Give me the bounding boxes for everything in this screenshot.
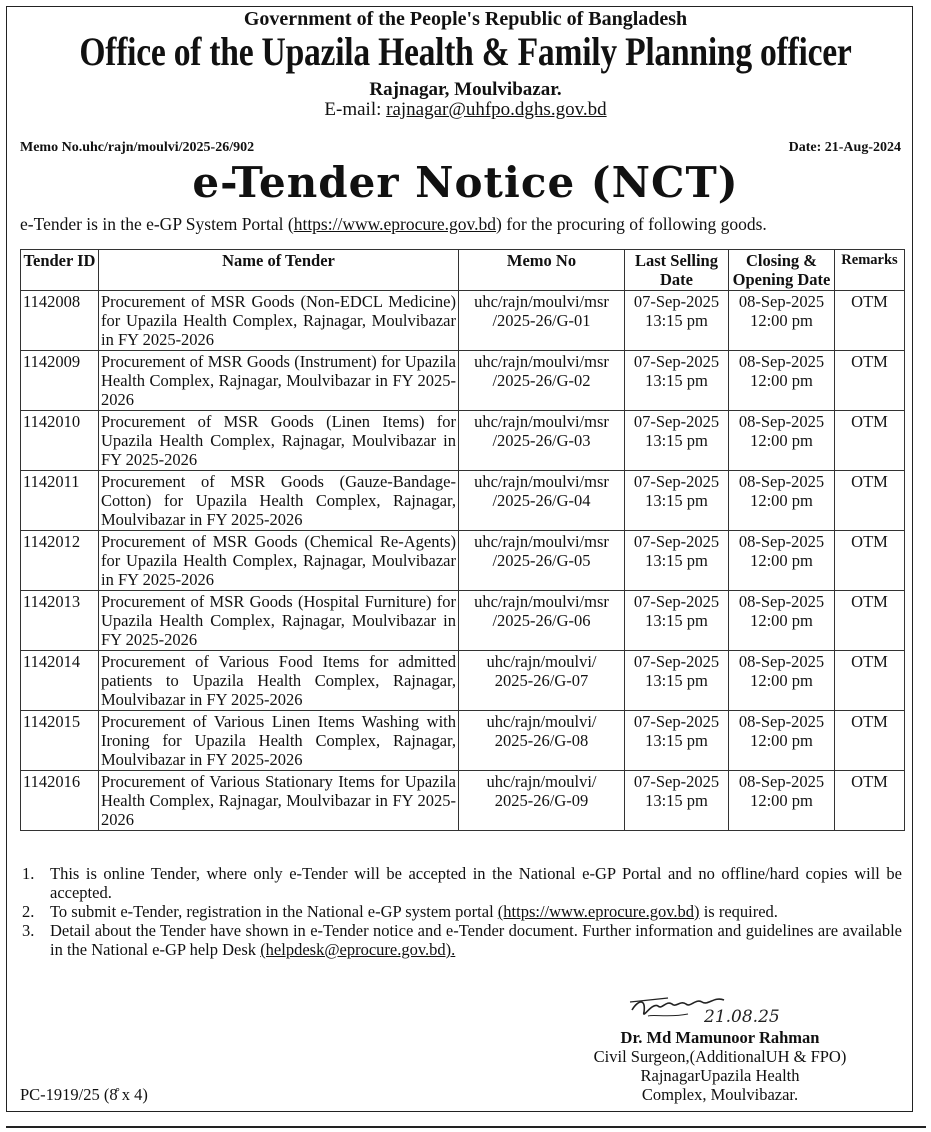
tender-id-cell: 1142014 bbox=[21, 651, 99, 711]
tender-name-cell: Procurement of MSR Goods (Linen Items) for Upazila Health Complex, Rajnagar, Moulvibazar in FY 2025-2026 bbox=[99, 411, 459, 471]
selling-date: 07-Sep-2025 bbox=[633, 292, 720, 311]
selling-date: 07-Sep-2025 bbox=[633, 592, 720, 611]
header-closing-date: Closing & Opening Date bbox=[729, 250, 835, 291]
selling-date-cell bbox=[625, 591, 729, 651]
signature-handwriting bbox=[628, 992, 798, 1032]
selling-date-cell bbox=[625, 291, 729, 351]
remarks-cell: OTM bbox=[835, 351, 905, 411]
selling-date-cell bbox=[625, 771, 729, 831]
closing-date-cell bbox=[729, 531, 835, 591]
tender-name-cell: Procurement of Various Linen Items Washing with Ironing for Upazila Health Complex, Rajnagar, Moulvibazar in FY 2025-2026 bbox=[99, 711, 459, 771]
memo-line-2: /2025-26/G-04 bbox=[492, 491, 591, 510]
office-heading: Office of the Upazila Health & Family Planning officer bbox=[79, 29, 852, 74]
tender-id-cell: 1142011 bbox=[21, 471, 99, 531]
selling-time: 13:15 pm bbox=[645, 431, 708, 450]
intro-text bbox=[20, 214, 767, 235]
note-text: To submit e-Tender, registration in the National e-GP system portal bbox=[50, 902, 498, 921]
closing-date-cell bbox=[729, 651, 835, 711]
remarks-cell: OTM bbox=[835, 411, 905, 471]
office-address: Rajnagar, Moulvibazar. bbox=[369, 79, 562, 100]
selling-time: 13:15 pm bbox=[645, 791, 708, 810]
selling-time: 13:15 pm bbox=[645, 311, 708, 330]
closing-date: 08-Sep-2025 bbox=[738, 292, 825, 311]
closing-time: 12:00 pm bbox=[750, 431, 813, 450]
memo-line-2: 2025-26/G-09 bbox=[494, 791, 589, 810]
closing-date-cell bbox=[729, 591, 835, 651]
closing-time: 12:00 pm bbox=[750, 491, 813, 510]
table-row bbox=[21, 771, 905, 831]
header-selling-date: Last Selling Date bbox=[625, 250, 729, 291]
table-row bbox=[21, 711, 905, 771]
remarks-cell: OTM bbox=[835, 771, 905, 831]
memo-cell bbox=[459, 771, 625, 831]
notes-list bbox=[20, 864, 902, 959]
closing-date: 08-Sep-2025 bbox=[738, 592, 825, 611]
memo-line-2: /2025-26/G-06 bbox=[492, 611, 591, 630]
tender-table bbox=[20, 249, 905, 831]
note-number: 1. bbox=[22, 864, 35, 883]
table-row bbox=[21, 531, 905, 591]
memo-line-1: uhc/rajn/moulvi/ bbox=[486, 712, 597, 731]
closing-date-cell bbox=[729, 291, 835, 351]
memo-line-1: uhc/rajn/moulvi/ bbox=[486, 772, 597, 791]
selling-time: 13:15 pm bbox=[645, 671, 708, 690]
intro-before: e-Tender is in the e-GP System Portal ( bbox=[20, 214, 294, 234]
memo-cell bbox=[459, 351, 625, 411]
memo-line-2: /2025-26/G-01 bbox=[492, 311, 591, 330]
header-tender-id: Tender ID bbox=[21, 250, 99, 291]
memo-line-1: uhc/rajn/moulvi/ bbox=[486, 652, 597, 671]
selling-time: 13:15 pm bbox=[645, 491, 708, 510]
selling-date-cell bbox=[625, 411, 729, 471]
memo-line-2: 2025-26/G-07 bbox=[494, 671, 589, 690]
signatory-office: RajnagarUpazila Health bbox=[640, 1066, 800, 1085]
closing-time: 12:00 pm bbox=[750, 371, 813, 390]
tender-id-cell: 1142016 bbox=[21, 771, 99, 831]
note-text: This is online Tender, where only e-Tender will be accepted in the National e-GP Portal and no offline/hard copies will be accepted. bbox=[50, 864, 902, 902]
selling-date: 07-Sep-2025 bbox=[633, 532, 720, 551]
note-item-3 bbox=[20, 921, 902, 959]
tender-id-cell: 1142010 bbox=[21, 411, 99, 471]
tender-name-cell: Procurement of MSR Goods (Non-EDCL Medicine) for Upazila Health Complex, Rajnagar, Moulvibazar in FY 2025-2026 bbox=[99, 291, 459, 351]
memo-number: Memo No.uhc/rajn/moulvi/2025-26/902 bbox=[20, 140, 255, 155]
table-row bbox=[21, 651, 905, 711]
selling-date: 07-Sep-2025 bbox=[633, 472, 720, 491]
selling-date-cell bbox=[625, 711, 729, 771]
publication-code: PC-1919/25 (8̊ x 4) bbox=[20, 1085, 148, 1104]
closing-date: 08-Sep-2025 bbox=[738, 772, 825, 791]
selling-date: 07-Sep-2025 bbox=[633, 712, 720, 731]
eprocure-link[interactable]: https://www.eprocure.gov.bd bbox=[293, 214, 497, 234]
closing-time: 12:00 pm bbox=[750, 551, 813, 570]
tender-name-cell: Procurement of Various Food Items for admitted patients to Upazila Health Complex, Rajnagar, Moulvibazar in FY 2025-2026 bbox=[99, 651, 459, 711]
selling-date: 07-Sep-2025 bbox=[633, 412, 720, 431]
selling-date-cell bbox=[625, 471, 729, 531]
signatory-name: Dr. Md Mamunoor Rahman bbox=[620, 1028, 820, 1047]
government-heading: Government of the People's Republic of Bangladesh bbox=[243, 8, 688, 30]
remarks-cell: OTM bbox=[835, 531, 905, 591]
selling-time: 13:15 pm bbox=[645, 551, 708, 570]
remarks-cell: OTM bbox=[835, 651, 905, 711]
header-remarks: Remarks bbox=[835, 250, 905, 291]
header-memo: Memo No bbox=[459, 250, 625, 291]
note-number: 3. bbox=[22, 921, 35, 940]
table-row bbox=[21, 291, 905, 351]
memo-cell bbox=[459, 531, 625, 591]
memo-cell bbox=[459, 471, 625, 531]
selling-time: 13:15 pm bbox=[645, 371, 708, 390]
tender-table-body bbox=[21, 291, 905, 831]
memo-line-2: /2025-26/G-05 bbox=[492, 551, 591, 570]
table-row bbox=[21, 351, 905, 411]
closing-date-cell bbox=[729, 771, 835, 831]
note-item-2 bbox=[20, 902, 902, 921]
signatory-title: Civil Surgeon,(AdditionalUH & FPO) bbox=[593, 1047, 847, 1066]
note-number: 2. bbox=[22, 902, 35, 921]
closing-time: 12:00 pm bbox=[750, 671, 813, 690]
memo-line-2: /2025-26/G-03 bbox=[492, 431, 591, 450]
memo-line-1: uhc/rajn/moulvi/msr bbox=[474, 412, 609, 431]
selling-time: 13:15 pm bbox=[645, 731, 708, 750]
selling-date: 07-Sep-2025 bbox=[633, 652, 720, 671]
closing-date: 08-Sep-2025 bbox=[738, 532, 825, 551]
memo-line-1: uhc/rajn/moulvi/msr bbox=[474, 352, 609, 371]
memo-cell bbox=[459, 291, 625, 351]
tender-id-cell: 1142008 bbox=[21, 291, 99, 351]
remarks-cell: OTM bbox=[835, 711, 905, 771]
memo-line-2: 2025-26/G-08 bbox=[494, 731, 589, 750]
tender-id-cell: 1142015 bbox=[21, 711, 99, 771]
closing-time: 12:00 pm bbox=[750, 311, 813, 330]
memo-cell bbox=[459, 711, 625, 771]
tender-name-cell: Procurement of MSR Goods (Chemical Re-Agents) for Upazila Health Complex, Rajnagar, Moulvibazar in FY 2025-2026 bbox=[99, 531, 459, 591]
table-header-row bbox=[21, 250, 905, 291]
selling-time: 13:15 pm bbox=[645, 611, 708, 630]
email-label: E-mail: bbox=[324, 99, 387, 120]
closing-date: 08-Sep-2025 bbox=[738, 712, 825, 731]
eprocure-link-note[interactable]: (https://www.eprocure.gov.bd) bbox=[497, 902, 700, 921]
notice-date: Date: 21-Aug-2024 bbox=[788, 140, 901, 155]
remarks-cell: OTM bbox=[835, 471, 905, 531]
email-link[interactable]: rajnagar@uhfpo.dghs.gov.bd bbox=[386, 99, 607, 120]
signatory-location: Complex, Moulvibazar. bbox=[641, 1085, 799, 1104]
memo-line-1: uhc/rajn/moulvi/msr bbox=[474, 592, 609, 611]
closing-time: 12:00 pm bbox=[750, 611, 813, 630]
tender-id-cell: 1142009 bbox=[21, 351, 99, 411]
intro-after: ) for the procuring of following goods. bbox=[496, 214, 767, 234]
note-text-after: is required. bbox=[699, 902, 778, 921]
tender-id-cell: 1142013 bbox=[21, 591, 99, 651]
note-text: Detail about the Tender have shown in e-Tender notice and e-Tender document. Further information and guidelines are available in the National e-GP help Desk bbox=[50, 921, 902, 959]
memo-line-1: uhc/rajn/moulvi/msr bbox=[474, 532, 609, 551]
memo-line-2: /2025-26/G-02 bbox=[492, 371, 591, 390]
selling-date: 07-Sep-2025 bbox=[633, 352, 720, 371]
closing-date-cell bbox=[729, 471, 835, 531]
helpdesk-email-link[interactable]: (helpdesk@eprocure.gov.bd). bbox=[260, 940, 456, 959]
memo-line-1: uhc/rajn/moulvi/msr bbox=[474, 472, 609, 491]
signature-date: 21.08.25 bbox=[704, 1007, 780, 1027]
page-title: e-Tender Notice (NCT) bbox=[192, 158, 739, 207]
closing-date: 08-Sep-2025 bbox=[738, 472, 825, 491]
bottom-divider bbox=[6, 1126, 926, 1128]
tender-name-cell: Procurement of Various Stationary Items for Upazila Health Complex, Rajnagar, Moulvibazar in FY 2025-2026 bbox=[99, 771, 459, 831]
closing-date-cell bbox=[729, 711, 835, 771]
table-row bbox=[21, 411, 905, 471]
memo-cell bbox=[459, 591, 625, 651]
selling-date: 07-Sep-2025 bbox=[633, 772, 720, 791]
tender-id-cell: 1142012 bbox=[21, 531, 99, 591]
selling-date-cell bbox=[625, 531, 729, 591]
closing-time: 12:00 pm bbox=[750, 791, 813, 810]
header-name: Name of Tender bbox=[99, 250, 459, 291]
memo-cell bbox=[459, 411, 625, 471]
tender-name-cell: Procurement of MSR Goods (Gauze-Bandage-Cotton) for Upazila Health Complex, Rajnagar, Moulvibazar in FY 2025-2026 bbox=[99, 471, 459, 531]
remarks-cell: OTM bbox=[835, 291, 905, 351]
tender-name-cell: Procurement of MSR Goods (Hospital Furniture) for Upazila Health Complex, Rajnagar, Moulvibazar in FY 2025-2026 bbox=[99, 591, 459, 651]
closing-time: 12:00 pm bbox=[750, 731, 813, 750]
selling-date-cell bbox=[625, 651, 729, 711]
note-item-1 bbox=[20, 864, 902, 902]
office-email-line bbox=[0, 99, 931, 121]
table-row bbox=[21, 471, 905, 531]
remarks-cell: OTM bbox=[835, 591, 905, 651]
signature-block bbox=[530, 1028, 910, 1104]
tender-name-cell: Procurement of MSR Goods (Instrument) for Upazila Health Complex, Rajnagar, Moulvibazar in FY 2025-2026 bbox=[99, 351, 459, 411]
closing-date-cell bbox=[729, 351, 835, 411]
closing-date: 08-Sep-2025 bbox=[738, 412, 825, 431]
table-row bbox=[21, 591, 905, 651]
memo-line-1: uhc/rajn/moulvi/msr bbox=[474, 292, 609, 311]
closing-date: 08-Sep-2025 bbox=[738, 652, 825, 671]
selling-date-cell bbox=[625, 351, 729, 411]
memo-cell bbox=[459, 651, 625, 711]
closing-date: 08-Sep-2025 bbox=[738, 352, 825, 371]
closing-date-cell bbox=[729, 411, 835, 471]
